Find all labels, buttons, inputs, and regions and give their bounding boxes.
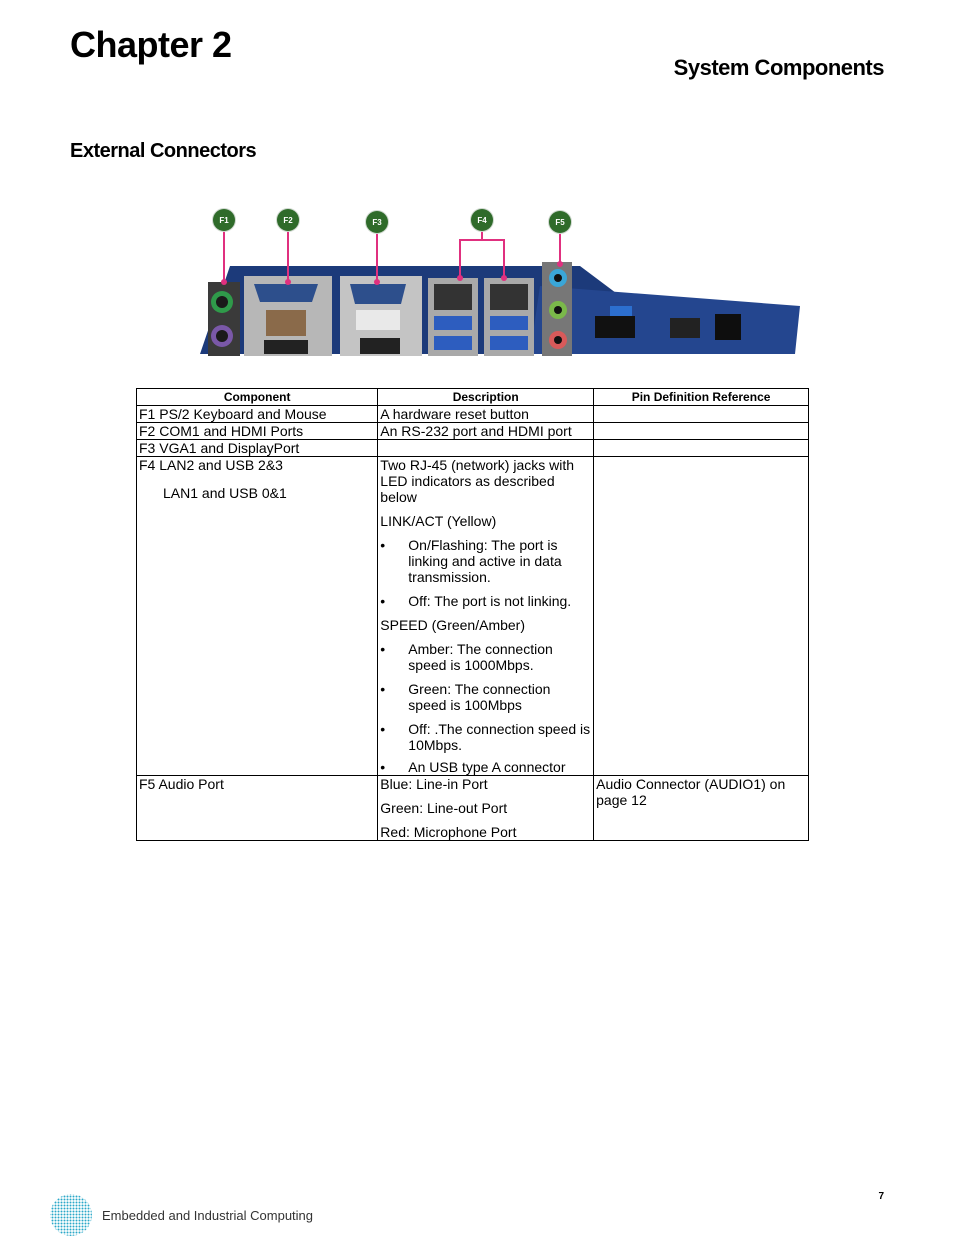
- speed-item: • Off: .The connection speed is 10Mbps.: [380, 721, 591, 753]
- table-row-f1: [137, 406, 809, 423]
- speed-item: • Green: The connection speed is 100Mbps: [380, 681, 591, 713]
- cell-pin: [594, 457, 809, 776]
- section-title: System Components: [673, 55, 884, 80]
- table-row-f4: [137, 457, 809, 776]
- connectors-table: [136, 388, 809, 841]
- table-row-f3: [137, 440, 809, 457]
- audio-line: Blue: Line-in Port: [380, 776, 488, 792]
- header-component: Component: [137, 389, 378, 406]
- cell-pin: Audio Connector (AUDIO1) on page 12: [594, 776, 809, 841]
- cell-description: [378, 776, 594, 841]
- footer-text: Embedded and Industrial Computing: [102, 1208, 314, 1223]
- table-header-row: [137, 389, 809, 406]
- cell-component: [137, 457, 378, 776]
- callout-f4: F4: [471, 209, 493, 231]
- company-logo-icon: [48, 1192, 94, 1236]
- link-act-item: • Off: The port is not linking.: [380, 593, 591, 609]
- callout-f1: F1: [213, 209, 235, 231]
- cell-pin: [594, 406, 809, 423]
- header-description: Description: [378, 389, 594, 406]
- component-sublabel: LAN1 and USB 0&1: [163, 485, 287, 501]
- table-row-f2: [137, 423, 809, 440]
- link-act-title: LINK/ACT (Yellow): [380, 513, 497, 529]
- cell-description: An RS-232 port and HDMI port: [378, 423, 594, 440]
- cell-component: F1 PS/2 Keyboard and Mouse: [137, 406, 378, 423]
- callout-f2: F2: [277, 209, 299, 231]
- cell-component: F2 COM1 and HDMI Ports: [137, 423, 378, 440]
- description-intro: Two RJ-45 (network) jacks with LED indicators as described below: [380, 457, 575, 505]
- speed-item: • Amber: The connection speed is 1000Mbps.: [380, 641, 591, 673]
- page-number: 7: [878, 1191, 884, 1202]
- cell-description: [378, 440, 594, 457]
- link-act-item: • On/Flashing: The port is linking and active in data transmission.: [380, 537, 591, 585]
- cell-component: F5 Audio Port: [137, 776, 378, 841]
- table-row-f5: [137, 776, 809, 841]
- audio-line: Red: Microphone Port: [380, 824, 517, 840]
- chapter-title: Chapter 2: [70, 24, 232, 65]
- speed-title: SPEED (Green/Amber): [380, 617, 526, 633]
- cell-pin: [594, 440, 809, 457]
- cell-pin: [594, 423, 809, 440]
- callout-f5: F5: [549, 211, 571, 233]
- cell-component: F3 VGA1 and DisplayPort: [137, 440, 378, 457]
- header-pin-reference: Pin Definition Reference: [594, 389, 809, 406]
- component-label: F4 LAN2 and USB 2&3: [139, 457, 283, 473]
- cell-description: [378, 457, 594, 776]
- usb-item: • An USB type A connector: [380, 759, 591, 775]
- page-heading: External Connectors: [70, 140, 257, 162]
- audio-line: Green: Line-out Port: [380, 800, 508, 816]
- callout-f3: F3: [366, 211, 388, 233]
- cell-description: A hardware reset button: [378, 406, 594, 423]
